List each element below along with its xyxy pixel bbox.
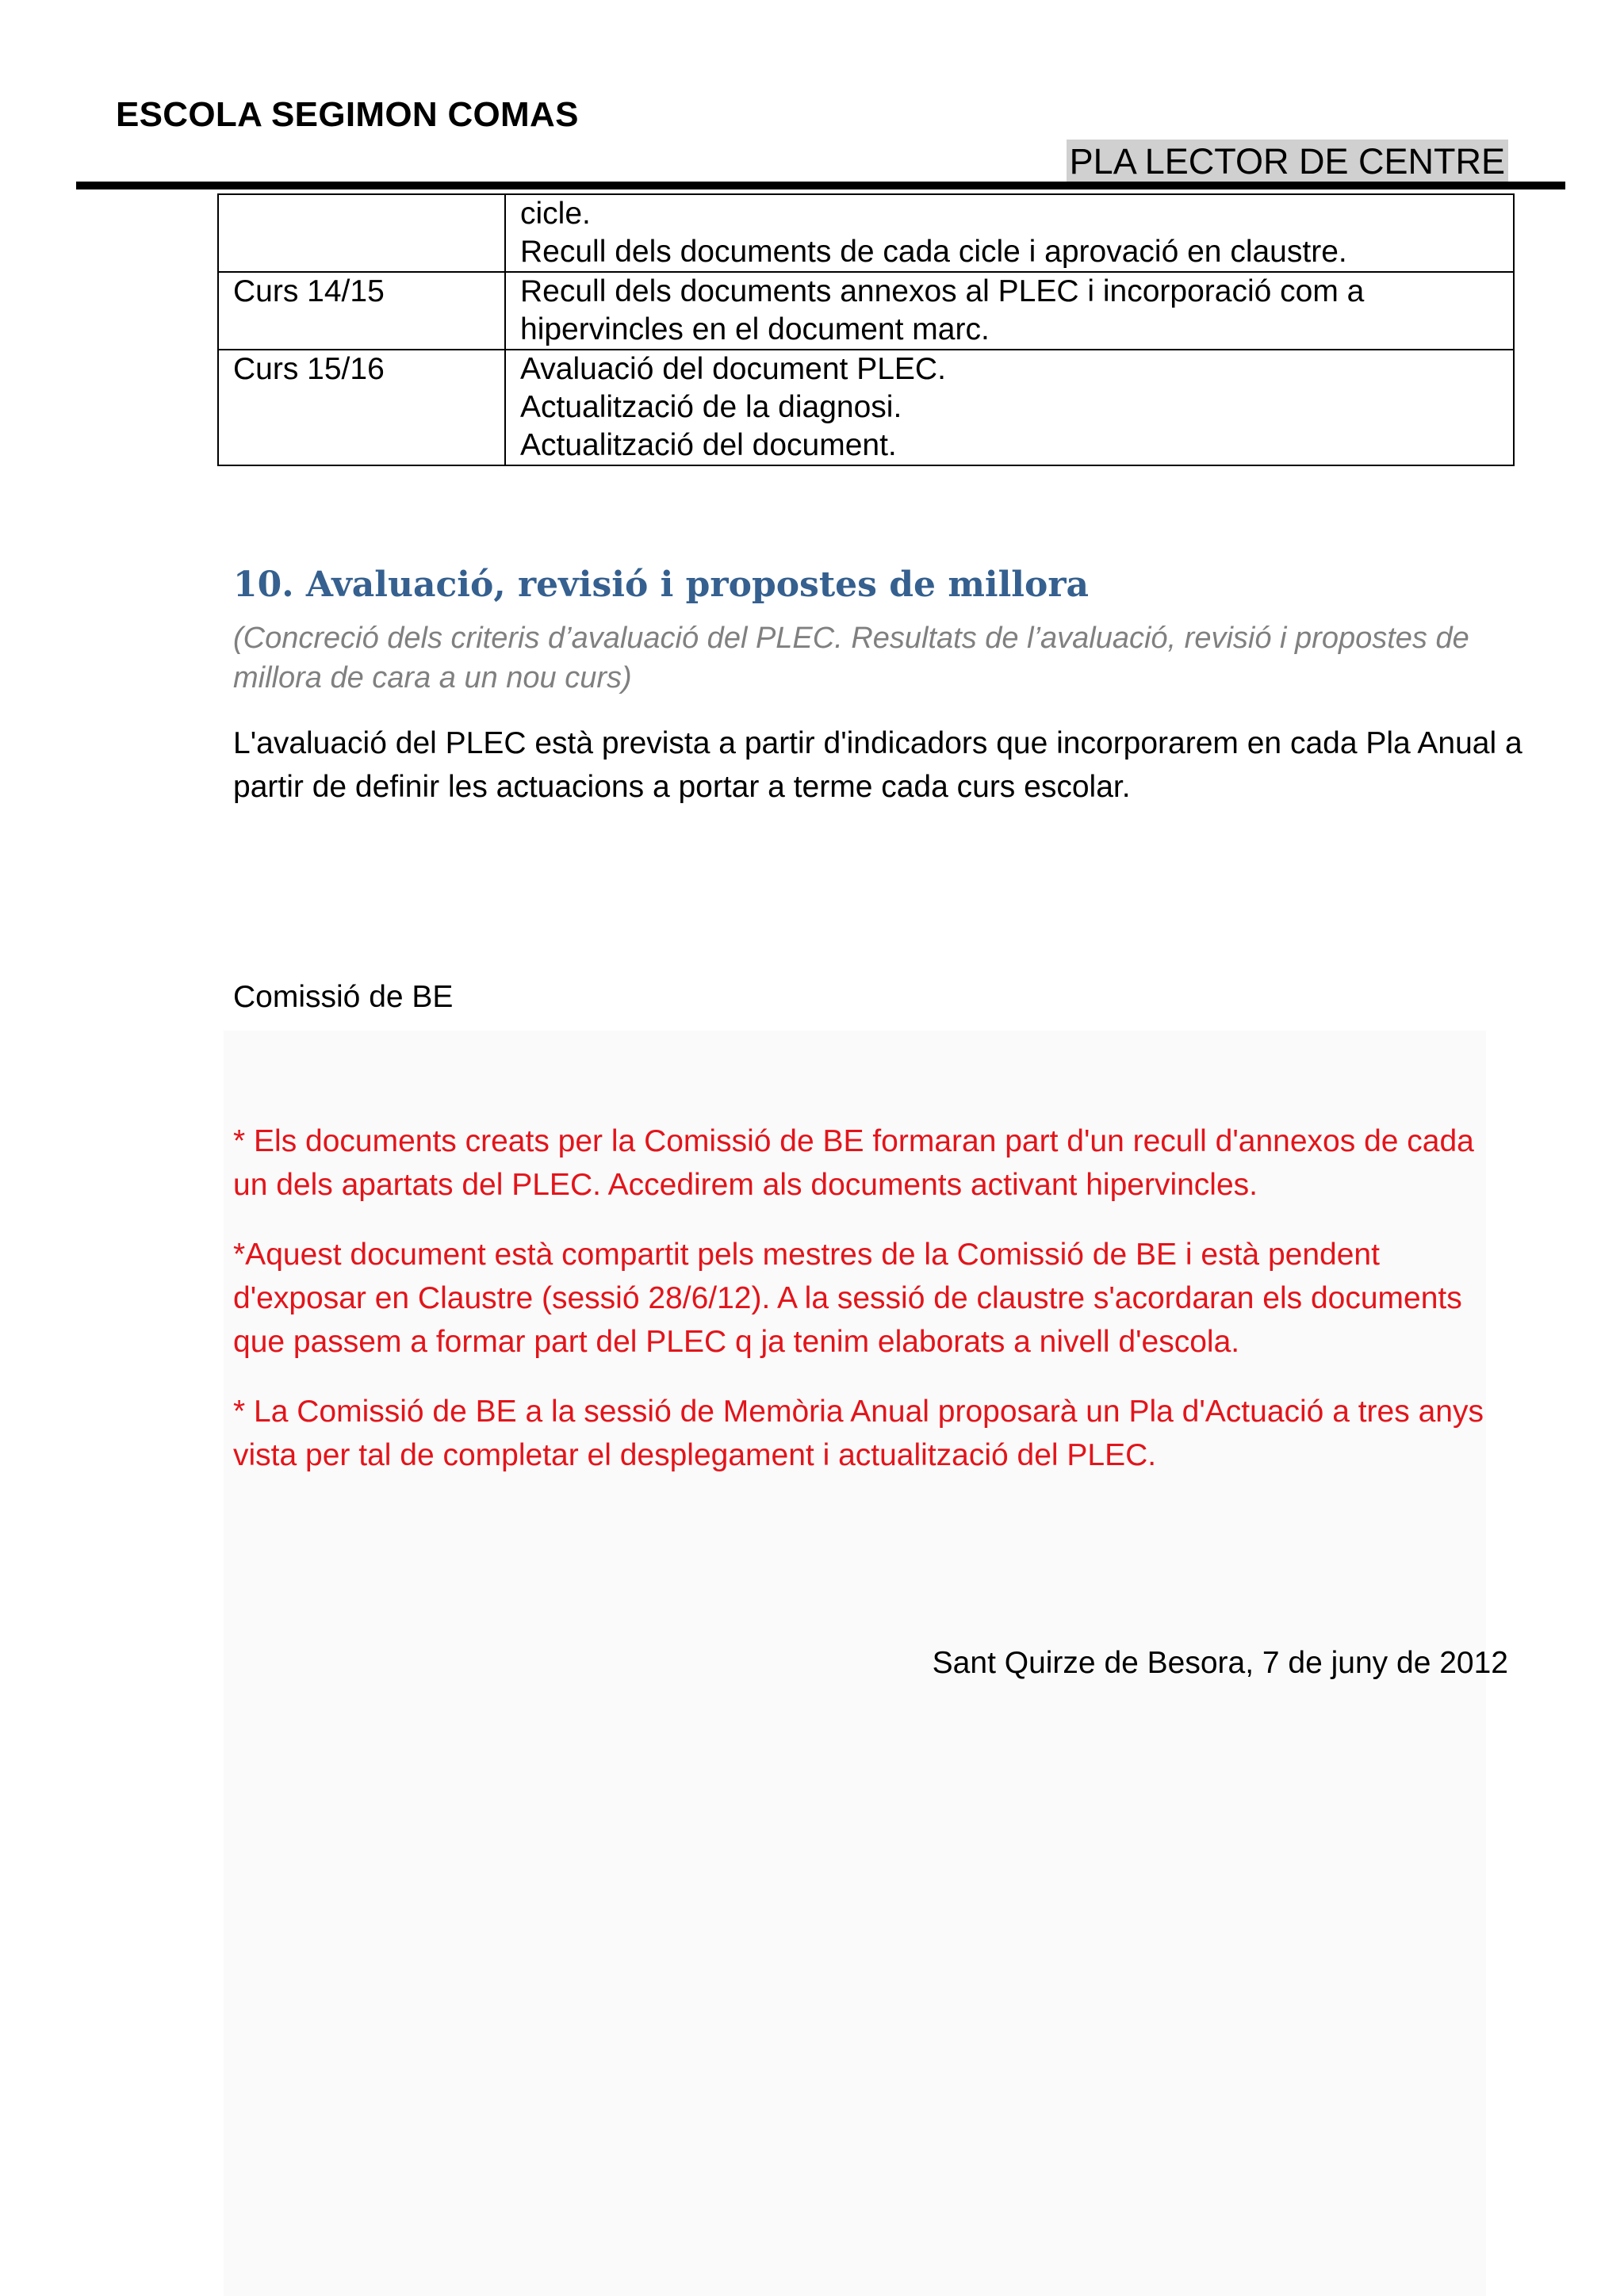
section-note: (Concreció dels criteris d’avaluació del PLEC. Resultats de l’avaluació, revisió i propostes de millora de cara a un nou curs) — [233, 622, 1469, 695]
year-cell: Curs 14/15 — [218, 272, 505, 350]
action-line: Avaluació del document PLEC. — [520, 352, 946, 386]
action-line: Recull dels documents annexos al PLEC i incorporació com a — [520, 274, 1365, 308]
notes-block — [233, 1119, 1502, 1503]
year-cell — [218, 194, 505, 272]
note-paragraph: * Els documents creats per la Comissió de BE formaran part d'un recull d'annexos de cada un dels apartats del PLEC. Accedirem als documents activant hipervincles. — [233, 1124, 1474, 1202]
actions-cell — [505, 194, 1514, 272]
table-row — [218, 272, 1514, 350]
action-line: hipervincles en el document marc. — [520, 312, 990, 346]
document-title: PLA LECTOR DE CENTRE — [1067, 140, 1508, 184]
school-name: ESCOLA SEGIMON COMAS — [116, 95, 579, 134]
action-line: Actualització del document. — [520, 428, 897, 462]
action-line: Actualització de la diagnosi. — [520, 390, 902, 424]
year-cell: Curs 15/16 — [218, 350, 505, 465]
commission-label: Comissió de BE — [233, 980, 454, 1014]
action-line: Recull dels documents de cada cicle i aprovació en claustre. — [520, 235, 1347, 269]
body-paragraph: L'avaluació del PLEC està prevista a partir d'indicadors que incorporarem en cada Pla Anual a partir de definir les actuacions a portar a terme cada curs escolar. — [233, 726, 1522, 804]
actions-cell — [505, 272, 1514, 350]
table-row — [218, 194, 1514, 272]
header-rule — [76, 182, 1565, 189]
schedule-table — [217, 193, 1515, 466]
note-paragraph: * La Comissió de BE a la sessió de Memòria Anual proposarà un Pla d'Actuació a tres anys vista per tal de completar el desplegament i actualització del PLEC. — [233, 1395, 1484, 1472]
note-paragraph: *Aquest document està compartit pels mestres de la Comissió de BE i està pendent d'exposar en Claustre (sessió 28/6/12). A la sessió de claustre s'acordaran els documents que passem a formar part del PLEC q ja tenim elaborats a nivell d'escola. — [233, 1238, 1462, 1359]
table-row — [218, 350, 1514, 465]
section-heading: 10. Avaluació, revisió i propostes de millora — [233, 564, 1090, 605]
action-line: cicle. — [520, 197, 591, 231]
actions-cell — [505, 350, 1514, 465]
signoff-place-date: Sant Quirze de Besora, 7 de juny de 2012 — [932, 1646, 1508, 1680]
